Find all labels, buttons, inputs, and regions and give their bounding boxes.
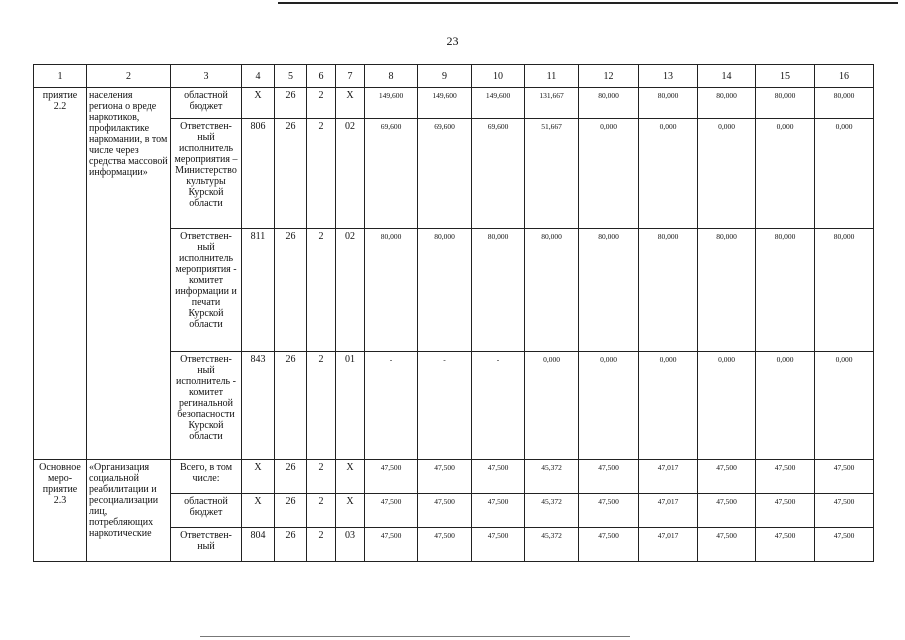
header-cell: 3: [171, 65, 242, 88]
code-cell: 2: [307, 494, 336, 528]
header-cell: 6: [307, 65, 336, 88]
value-cell: 47,500: [472, 528, 525, 562]
value-cell: 47,500: [698, 460, 756, 494]
code-cell: 26: [275, 352, 307, 460]
value-cell: 149,600: [418, 88, 472, 119]
code-cell: Х: [242, 494, 275, 528]
value-cell: 80,000: [756, 229, 815, 352]
value-cell: 80,000: [365, 229, 418, 352]
value-cell: 149,600: [472, 88, 525, 119]
code-cell: 02: [336, 229, 365, 352]
value-cell: 69,600: [365, 119, 418, 229]
funding-source-cell: областной бюджет: [171, 88, 242, 119]
code-cell: 804: [242, 528, 275, 562]
value-cell: 47,500: [815, 494, 874, 528]
value-cell: 0,000: [698, 119, 756, 229]
code-cell: Х: [336, 88, 365, 119]
value-cell: 80,000: [698, 88, 756, 119]
header-cell: 8: [365, 65, 418, 88]
code-cell: 843: [242, 352, 275, 460]
code-cell: 26: [275, 119, 307, 229]
code-cell: 26: [275, 494, 307, 528]
code-cell: 811: [242, 229, 275, 352]
value-cell: 47,017: [639, 460, 698, 494]
code-cell: 2: [307, 528, 336, 562]
value-cell: 0,000: [756, 119, 815, 229]
value-cell: 45,372: [525, 528, 579, 562]
value-cell: 69,600: [418, 119, 472, 229]
value-cell: 0,000: [815, 119, 874, 229]
code-cell: 26: [275, 460, 307, 494]
value-cell: 47,500: [579, 528, 639, 562]
value-cell: 80,000: [639, 229, 698, 352]
code-cell: 26: [275, 88, 307, 119]
value-cell: 80,000: [579, 88, 639, 119]
value-cell: 0,000: [579, 119, 639, 229]
value-cell: 47,500: [579, 460, 639, 494]
value-cell: 47,500: [365, 494, 418, 528]
code-cell: 2: [307, 229, 336, 352]
funding-source-cell: Всего, в том числе:: [171, 460, 242, 494]
value-cell: 0,000: [815, 352, 874, 460]
table-row: [34, 88, 874, 119]
header-cell: 5: [275, 65, 307, 88]
header-cell: 11: [525, 65, 579, 88]
header-cell: 12: [579, 65, 639, 88]
code-cell: 26: [275, 528, 307, 562]
value-cell: 80,000: [698, 229, 756, 352]
value-cell: 47,017: [639, 528, 698, 562]
header-cell: 10: [472, 65, 525, 88]
value-cell: -: [365, 352, 418, 460]
header-cell: 15: [756, 65, 815, 88]
value-cell: -: [418, 352, 472, 460]
value-cell: 47,500: [418, 528, 472, 562]
measure-name-cell: населения региона о вреде наркотиков, профилактике наркомании, в том числе через средства массовой информации»: [87, 88, 171, 460]
value-cell: 80,000: [525, 229, 579, 352]
value-cell: 47,017: [639, 494, 698, 528]
table-row: [34, 460, 874, 494]
value-cell: 47,500: [815, 460, 874, 494]
code-cell: Х: [336, 460, 365, 494]
measure-id-cell: Основное меро-приятие 2.3: [34, 460, 87, 562]
header-cell: 1: [34, 65, 87, 88]
header-cell: 4: [242, 65, 275, 88]
code-cell: 01: [336, 352, 365, 460]
value-cell: 80,000: [756, 88, 815, 119]
header-cell: 14: [698, 65, 756, 88]
code-cell: 03: [336, 528, 365, 562]
value-cell: 0,000: [639, 352, 698, 460]
code-cell: Х: [242, 460, 275, 494]
value-cell: 47,500: [472, 460, 525, 494]
value-cell: 47,500: [815, 528, 874, 562]
value-cell: 47,500: [756, 528, 815, 562]
value-cell: 0,000: [579, 352, 639, 460]
value-cell: -: [472, 352, 525, 460]
code-cell: Х: [336, 494, 365, 528]
value-cell: 80,000: [472, 229, 525, 352]
value-cell: 45,372: [525, 460, 579, 494]
value-cell: 51,667: [525, 119, 579, 229]
value-cell: 47,500: [365, 528, 418, 562]
funding-source-cell: Ответствен-ный исполнитель мероприятия – Министерство культуры Курской области: [171, 119, 242, 229]
value-cell: 69,600: [472, 119, 525, 229]
value-cell: 47,500: [579, 494, 639, 528]
code-cell: 2: [307, 119, 336, 229]
measure-id-cell: приятие 2.2: [34, 88, 87, 460]
header-cell: 13: [639, 65, 698, 88]
code-cell: 2: [307, 352, 336, 460]
header-cell: 16: [815, 65, 874, 88]
budget-table: [33, 64, 874, 562]
top-rule: [278, 2, 898, 4]
value-cell: 45,372: [525, 494, 579, 528]
page-number: 23: [446, 34, 459, 48]
value-cell: 80,000: [639, 88, 698, 119]
code-cell: 02: [336, 119, 365, 229]
value-cell: 47,500: [472, 494, 525, 528]
header-row: [34, 65, 874, 88]
code-cell: 2: [307, 460, 336, 494]
bottom-rule: [200, 636, 630, 637]
value-cell: 80,000: [418, 229, 472, 352]
value-cell: 47,500: [365, 460, 418, 494]
value-cell: 47,500: [756, 494, 815, 528]
value-cell: 0,000: [639, 119, 698, 229]
value-cell: 47,500: [698, 494, 756, 528]
code-cell: 26: [275, 229, 307, 352]
value-cell: 47,500: [756, 460, 815, 494]
value-cell: 80,000: [815, 88, 874, 119]
value-cell: 47,500: [698, 528, 756, 562]
value-cell: 80,000: [579, 229, 639, 352]
header-cell: 9: [418, 65, 472, 88]
value-cell: 47,500: [418, 494, 472, 528]
value-cell: 149,600: [365, 88, 418, 119]
value-cell: 80,000: [815, 229, 874, 352]
funding-source-cell: Ответствен-ный исполнитель мероприятия - комитет информации и печати Курской области: [171, 229, 242, 352]
funding-source-cell: Ответствен-ный исполнитель - комитет регинальной безопасности Курской области: [171, 352, 242, 460]
funding-source-cell: областной бюджет: [171, 494, 242, 528]
header-cell: 7: [336, 65, 365, 88]
code-cell: 2: [307, 88, 336, 119]
value-cell: 0,000: [698, 352, 756, 460]
code-cell: Х: [242, 88, 275, 119]
measure-name-cell: «Организация социальной реабилитации и ресоциализации лиц, потребляющих наркотические: [87, 460, 171, 562]
value-cell: 131,667: [525, 88, 579, 119]
header-cell: 2: [87, 65, 171, 88]
value-cell: 47,500: [418, 460, 472, 494]
value-cell: 0,000: [756, 352, 815, 460]
code-cell: 806: [242, 119, 275, 229]
value-cell: 0,000: [525, 352, 579, 460]
funding-source-cell: Ответствен-ный: [171, 528, 242, 562]
